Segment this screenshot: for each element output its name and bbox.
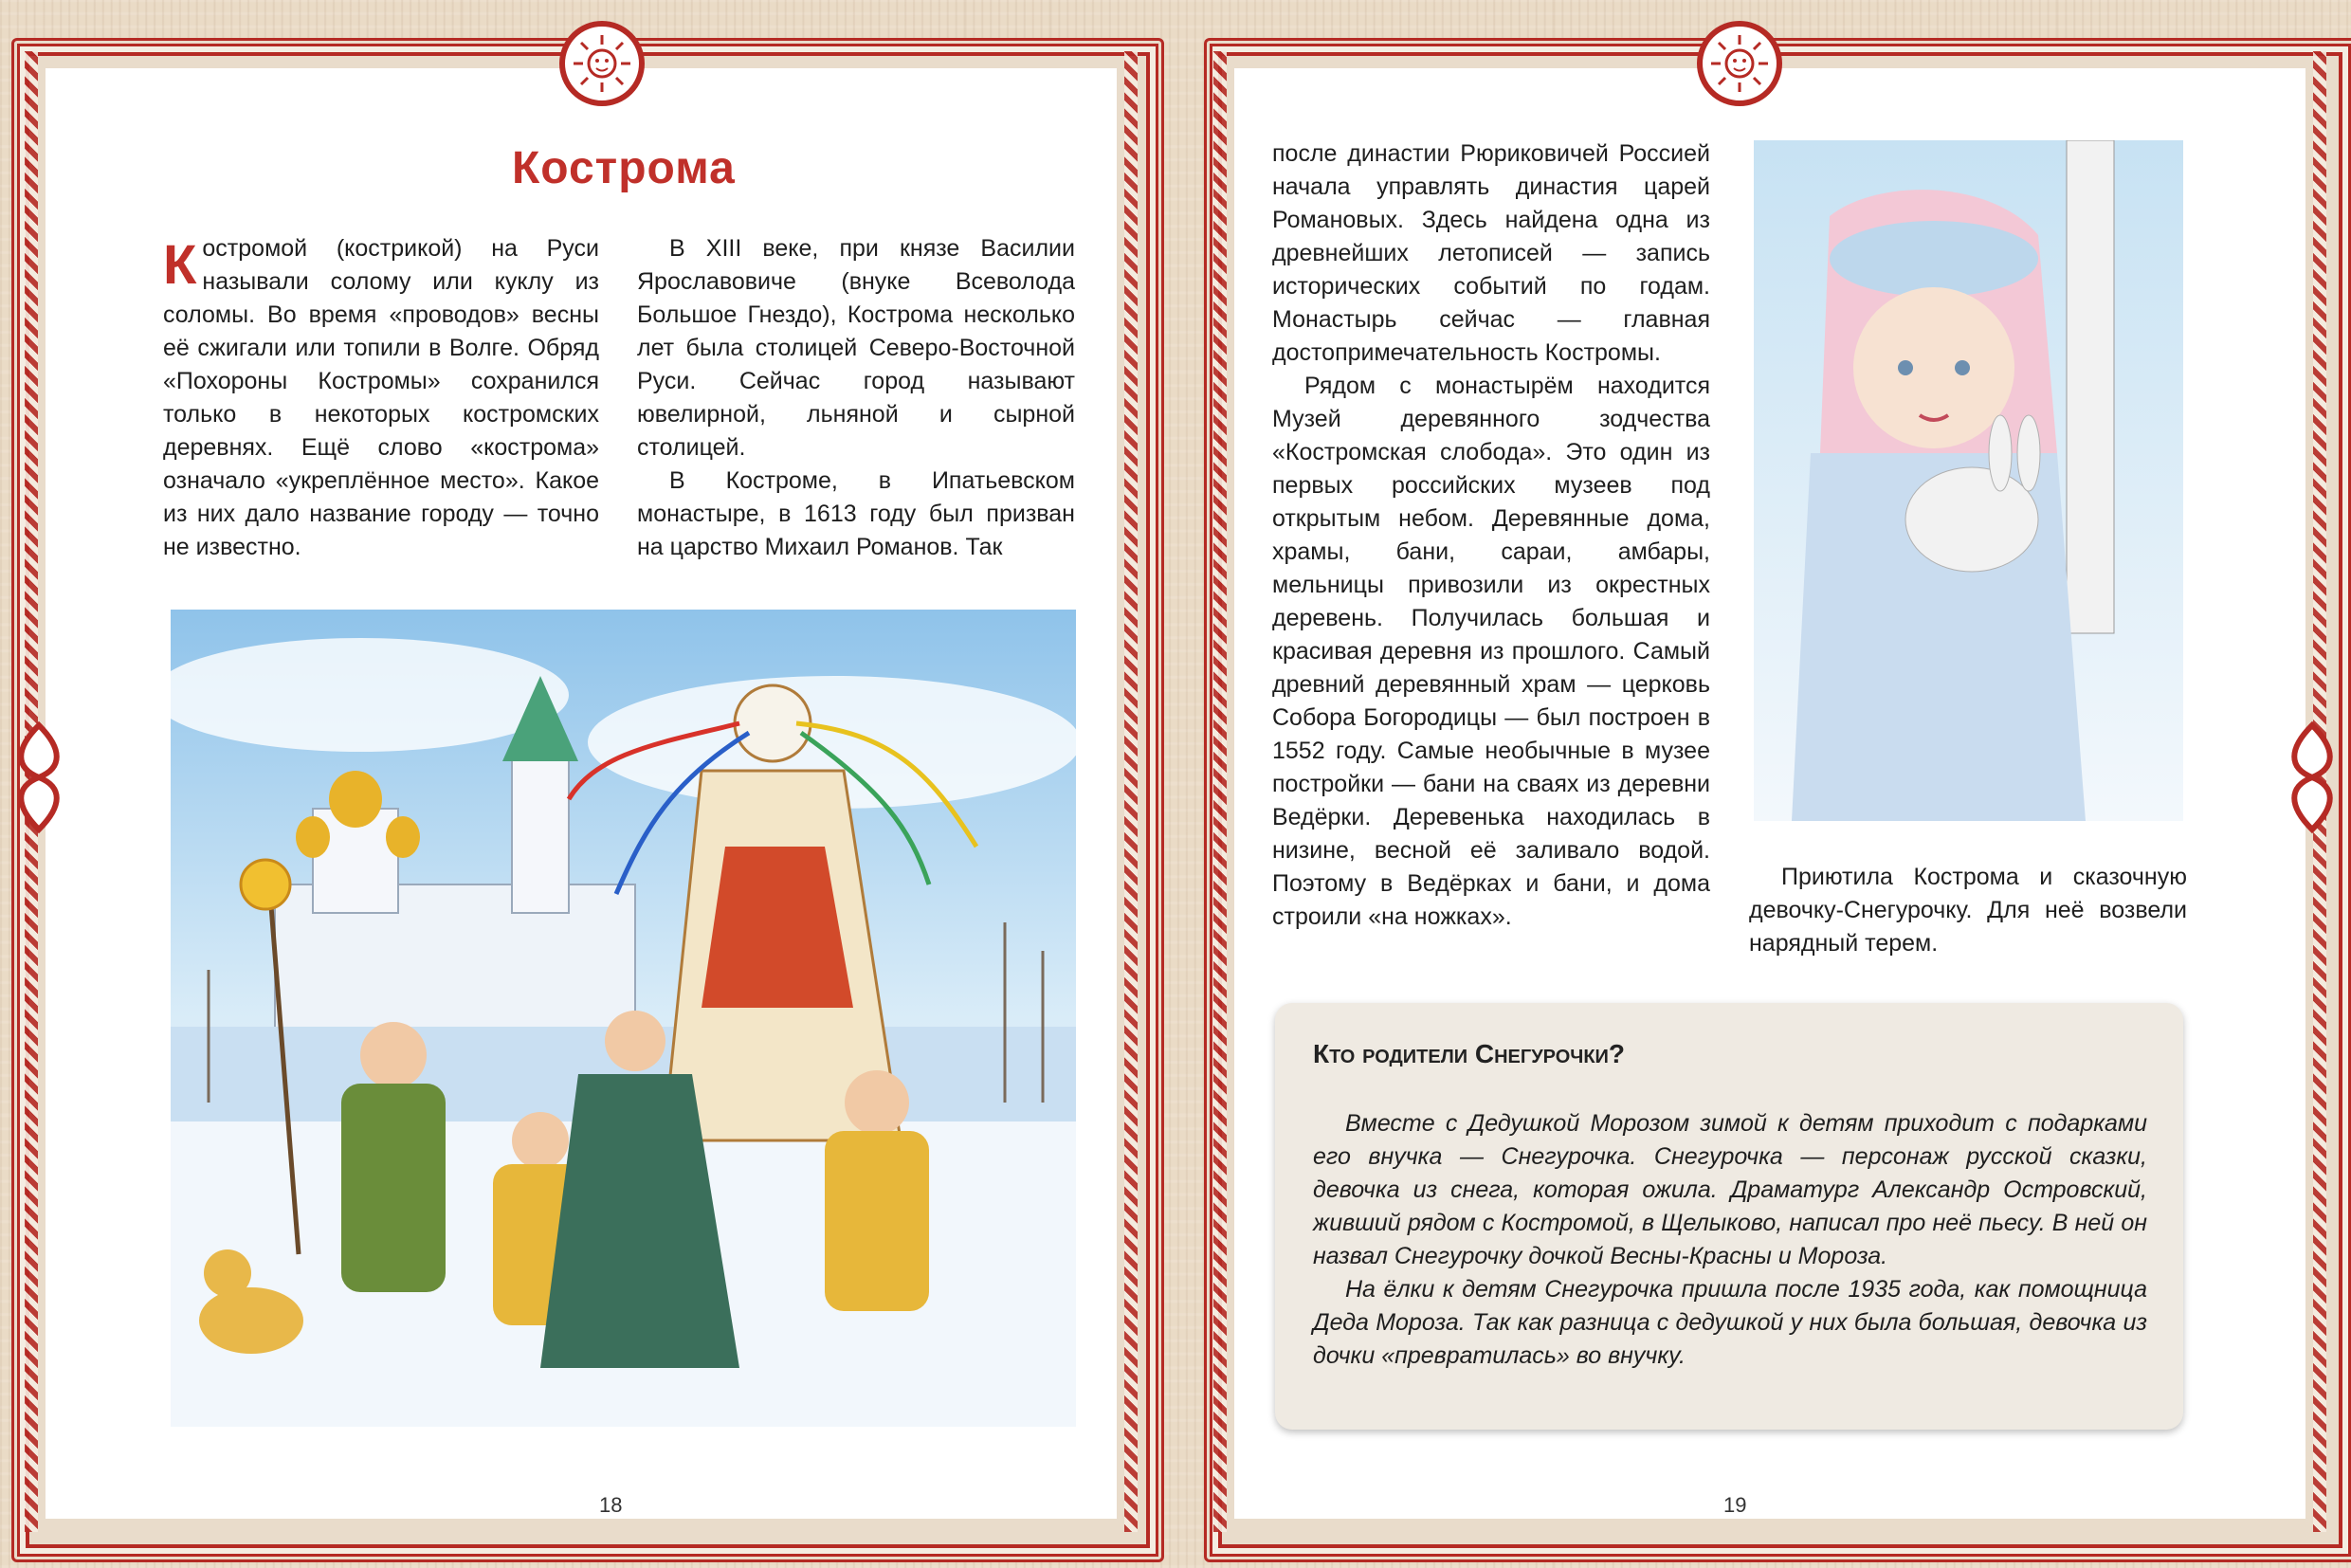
left-knot-ornament-icon [6,720,72,834]
paragraph [163,232,599,564]
right-knot-ornament-icon [2279,720,2345,834]
paragraph: после династии Рюриковичей Россией начала управлять династия царей Романовых. Здесь найдена одна из древнейших летописей — запись исторических событий по годам. Монастырь сейчас — главная достопримечательность Костромы. [1272,140,1710,366]
left-text-column-1 [163,232,599,564]
snegurochka-illustration [1754,140,2183,821]
sun-medallion-icon [1697,21,1782,106]
left-braid-border-inner [1124,51,1138,1532]
page-number-right: 19 [1723,1493,1747,1517]
info-box-title: Кто родители Снегурочки? [1313,1039,1626,1068]
left-text-column-2 [637,232,1075,564]
paragraph: Рядом с монастырём находится Музей деревянного зодчества «Костромская слобода». Это один из первых российских музеев под открытым небом. Деревянные дома, храмы, бани, сараи, амбары, мельницы привозили из окрестных деревень. Получилась большая и красивая деревня из прошлого. Самый древний деревянный храм — церковь Собора Богородицы — был построен в 1552 году. Самые необычные в музее постройки — бани на сваях из деревни Ведёрки. Деревенька находилась в низине, весной её заливало водой. Поэтому в Ведёрках и бани, и дома строили «на ножках». [1272,373,1710,930]
page-number-left: 18 [599,1493,623,1517]
paragraph: В XIII веке, при князе Василии Ярославовиче (внуке Всеволода Большое Гнездо), Кострома несколько лет была столицей Северо-Восточной Руси. Сейчас город называют ювелирной, льняной и сырной столицей. [637,235,1075,461]
sun-medallion-icon [559,21,645,106]
info-box [1275,1003,2183,1430]
paragraph-text: остромой (кострикой) на Руси называли солому или куклу из соломы. Во время «проводов» весны её сжигали или топили в Волге. Обряд «Похороны Костромы» сохранился только в некоторых костромских деревнях. Ещё слово «кострома» означало «укреплённое место». Какое из них дало название городу — точно не известно. [163,235,599,560]
right-text-column [1272,137,1710,934]
right-braid-border-inner [1213,51,1227,1532]
paragraph: Вместе с Дедушкой Морозом зимой к детям приходит с подарками его внучка — Снегурочка. Снегурочка — персонаж русской сказки, девочка из снега, которая ожила. Драматург Александр Островский, живший рядом с Костромой, в Щелыково, написал про неё пьесу. В ней он назвал Снегурочку дочкой Весны-Красны и Мороза. [1313,1110,2147,1269]
page-title: Кострома [512,143,736,193]
info-box-text [1313,1107,2147,1373]
kostroma-festival-illustration [171,610,1076,1427]
paragraph: В Костроме, в Ипатьевском монастыре, в 1613 году был призван на царство Михаил Романов. Так [637,467,1075,560]
illustration-caption: Приютила Кострома и сказочную девочку-Снегурочку. Для неё возвели нарядный терем. [1749,864,2187,957]
dropcap: К [163,234,197,296]
paragraph: На ёлки к детям Снегурочка пришла после 1935 года, как помощница Деда Мороза. Так как разница с дедушкой у них была большая, девочка из дочки «превратилась» во внучку. [1313,1276,2147,1369]
